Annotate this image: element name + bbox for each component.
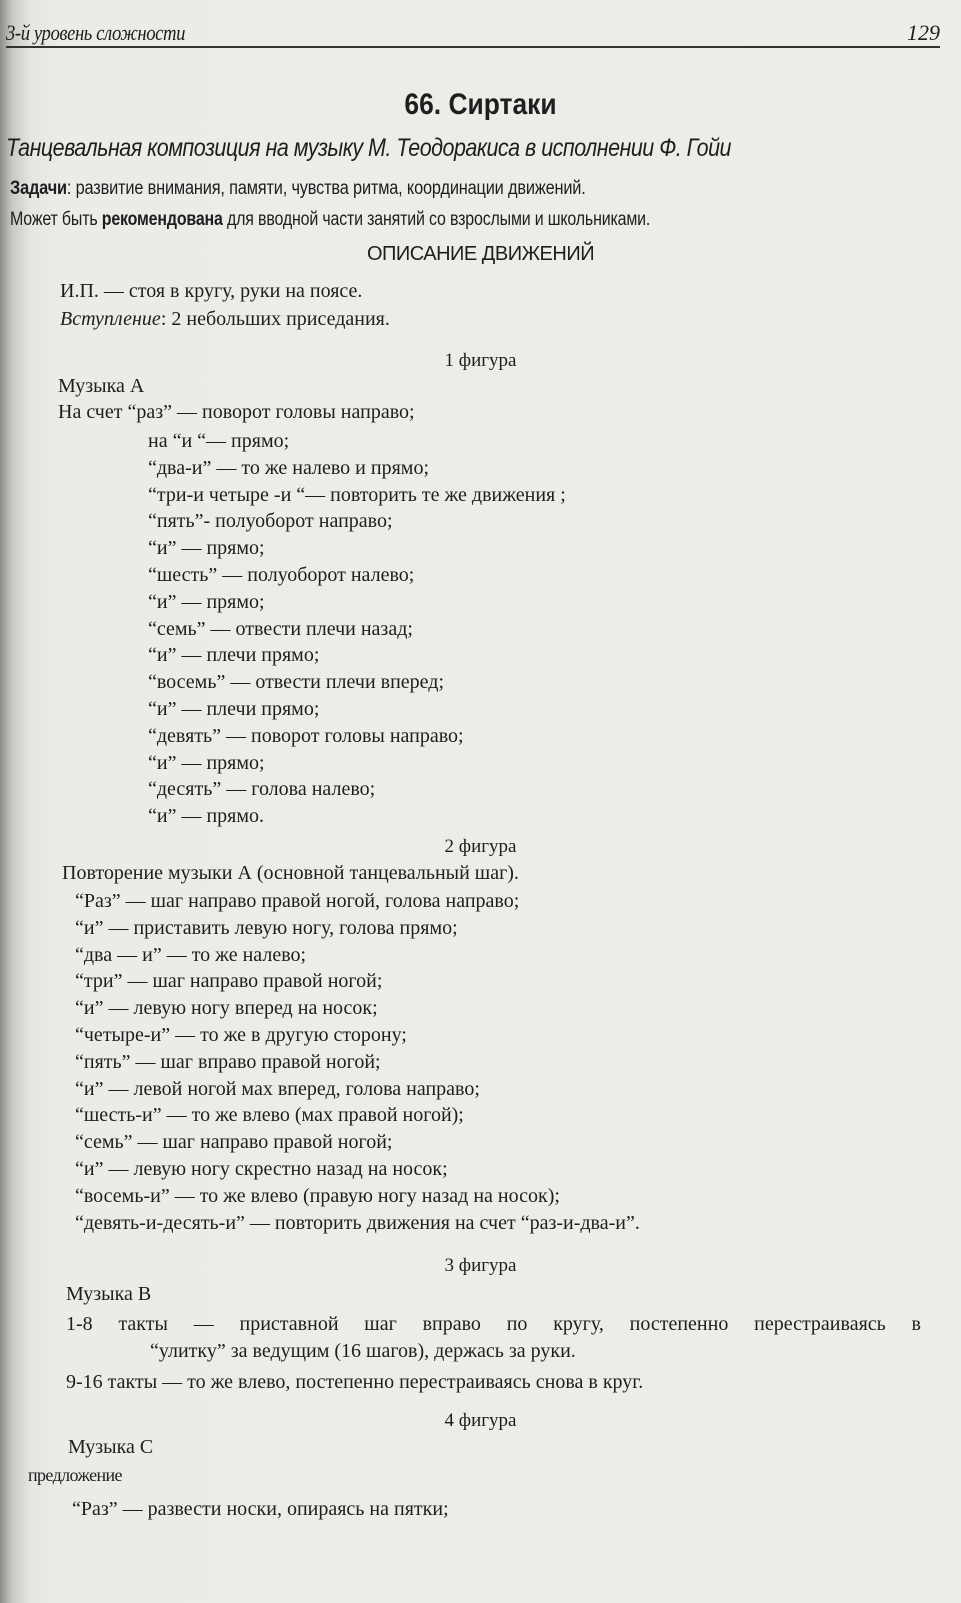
page-title: 66. Сиртаки <box>404 88 557 121</box>
movement-line: “шесть” — полуоборот налево; <box>148 563 415 586</box>
movement-line: “два — и” — то же налево; <box>75 943 307 966</box>
page-number: 129 <box>907 20 940 45</box>
figure4-music: Музыка С <box>68 1436 154 1458</box>
figure1-first-line: На счет “раз” — поворот головы направо; <box>58 401 415 423</box>
running-header <box>6 18 940 48</box>
description-heading: ОПИСАНИЕ ДВИЖЕНИЙ <box>366 243 595 265</box>
movement-line: “и” — прямо. <box>148 805 265 828</box>
start-position: И.П. — стоя в кругу, руки на поясе. <box>60 280 363 302</box>
figure3-line1-cont: “улитку” за ведущим (16 шагов), держась за руки. <box>150 1340 576 1362</box>
movement-line: “Раз” — шаг направо правой ногой, голова направо; <box>75 890 520 912</box>
movement-line: “девять-и-десять-и” — повторить движения на счет “раз-и-два-и”. <box>75 1211 640 1234</box>
figure3-line1: 1-8 такты — приставной шаг вправо по кругу, постепенно перестраиваясь в <box>66 1313 921 1335</box>
subtitle: Танцевальная композиция на музыку М. Теодоракиса в исполнении Ф. Гойи <box>6 134 731 162</box>
movement-line: “шесть-и” — то же влево (мах правой ногой); <box>75 1104 464 1127</box>
figure3-music: Музыка В <box>66 1283 152 1305</box>
figure2-heading: 2 фигура <box>444 836 517 857</box>
movement-line: “четыре-и” — то же в другую сторону; <box>75 1023 407 1046</box>
figure4-part: предложение <box>28 1465 122 1485</box>
recommend-before: Может быть <box>10 209 102 230</box>
movement-line: “и” — прямо; <box>148 751 265 774</box>
intro-text: : 2 небольших приседания. <box>160 308 390 330</box>
figure2-lines <box>75 888 640 1236</box>
movement-line: “и” — приставить левую ногу, голова прямо; <box>75 916 458 939</box>
figure1-lines <box>148 428 566 830</box>
movement-line: “семь” — отвести плечи назад; <box>148 617 413 640</box>
movement-line: “восемь-и” — то же влево (правую ногу назад на носок); <box>75 1184 560 1207</box>
recommend-bold: рекомендована <box>101 209 223 230</box>
figure3-line2: 9-16 такты — то же влево, постепенно перестраиваясь снова в круг. <box>66 1371 644 1393</box>
movement-line: “девять” — поворот головы направо; <box>148 724 464 747</box>
movement-line: “и” — прямо; <box>148 590 265 613</box>
movement-line: “и” — левую ногу скрестно назад на носок; <box>75 1157 448 1180</box>
movement-line: “десять” — голова налево; <box>148 778 376 801</box>
movement-line: “и” — прямо; <box>148 537 265 560</box>
movement-line: “и” — левую ногу вперед на носок; <box>75 997 378 1020</box>
tasks-text: : развитие внимания, памяти, чувства ритма, координации движений. <box>66 178 586 199</box>
recommend-paragraph <box>10 209 650 231</box>
intro-label: Вступление <box>60 308 161 330</box>
movement-line: “восемь” — отвести плечи вперед; <box>148 671 445 694</box>
figure1-heading: 1 фигура <box>444 350 517 371</box>
movement-line: “три” — шаг направо правой ногой; <box>75 970 383 993</box>
tasks-paragraph <box>10 178 586 200</box>
figure2-first-line: Повторение музыки А (основной танцевальный шаг). <box>62 862 519 884</box>
section-name: 3-й уровень сложности <box>6 20 186 45</box>
figure1-music: Музыка А <box>58 375 145 397</box>
recommend-after: для вводной части занятий со взрослыми и школьниками. <box>222 209 651 230</box>
figure4-line1: “Раз” — развести носки, опираясь на пятки; <box>72 1498 449 1520</box>
intro <box>60 308 390 331</box>
movement-line: “и” — левой ногой мах вперед, голова направо; <box>75 1077 480 1100</box>
movement-line: “пять” — шаг вправо правой ногой; <box>75 1050 381 1073</box>
movement-line: “два-и” — то же налево и прямо; <box>148 456 429 479</box>
movement-line: “и” — плечи прямо; <box>148 644 320 667</box>
movement-line: на “и “— прямо; <box>148 430 290 452</box>
movement-line: “и” — плечи прямо; <box>148 697 320 720</box>
movement-line: “три-и четыре -и “— повторить те же движения ; <box>148 483 566 506</box>
figure4-heading: 4 фигура <box>444 1410 517 1431</box>
tasks-label: Задачи <box>10 178 67 199</box>
movement-line: “семь” — шаг направо правой ногой; <box>75 1131 393 1154</box>
movement-line: “пять”- полуоборот направо; <box>148 510 393 533</box>
figure3-heading: 3 фигура <box>444 1255 517 1276</box>
